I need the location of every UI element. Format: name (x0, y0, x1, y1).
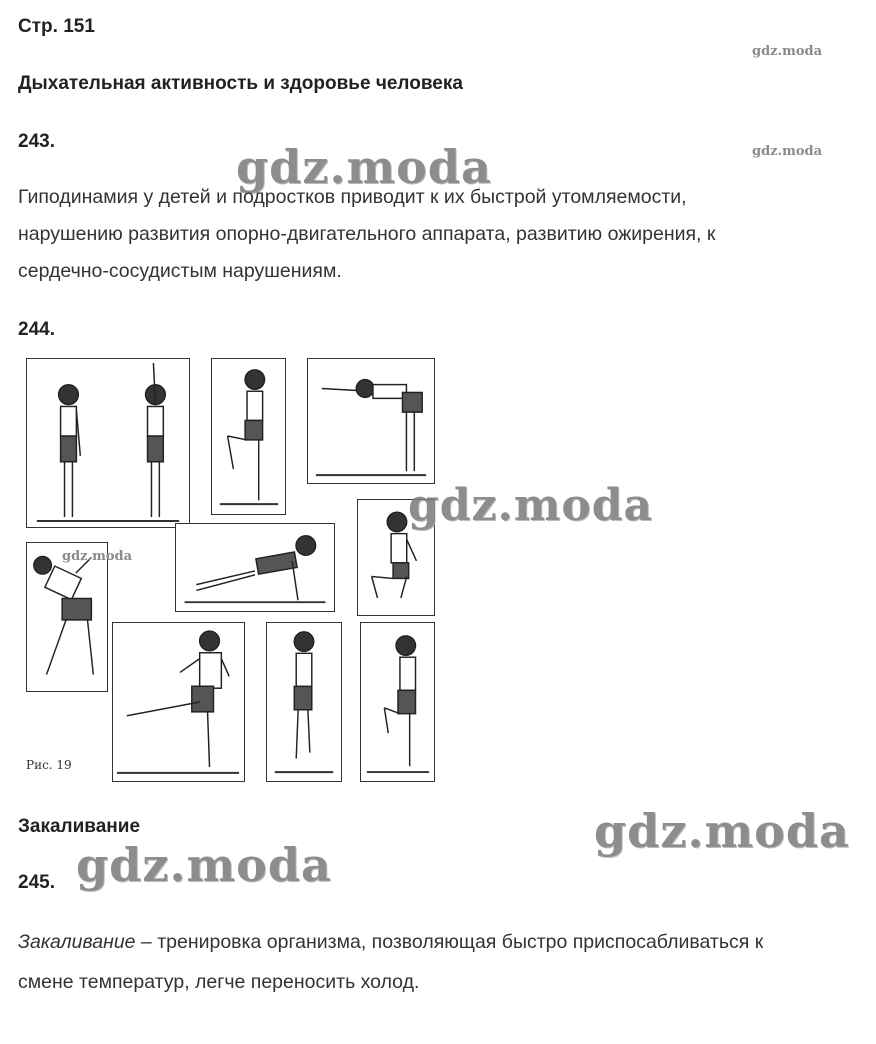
page-reference: Стр. 151 (18, 16, 95, 37)
exercise-panel (175, 523, 335, 612)
watermark-small: gdz.moda (752, 144, 823, 159)
section-title: Закаливание (18, 816, 141, 837)
watermark-large: gdz.moda (76, 838, 332, 892)
watermark-large: gdz.moda (408, 480, 654, 531)
watermark-small: gdz.moda (752, 44, 823, 59)
task-245-answer (18, 922, 868, 1002)
watermark-small: gdz.moda (62, 549, 133, 564)
watermark-large: gdz.moda (594, 804, 850, 858)
exercise-panel (266, 622, 342, 782)
figure-caption: Рис. 19 (26, 758, 72, 772)
jumping-illustration (267, 623, 341, 781)
exercise-figure (22, 354, 442, 784)
leg-swing-illustration (113, 623, 244, 781)
exercise-panel (307, 358, 435, 484)
watermark-large: gdz.moda (236, 140, 492, 194)
exercise-panel (360, 622, 435, 782)
task-number-244: 244. (18, 319, 55, 340)
knee-raise-illustration (212, 359, 285, 514)
task-243-answer (18, 179, 868, 290)
exercise-panel (211, 358, 286, 515)
forward-bend-illustration (308, 359, 434, 483)
text-line: смене температур, легче переносить холод. (18, 971, 420, 993)
exercise-panel (26, 542, 108, 692)
definition-text: – тренировка организма, позволяющая быстро приспосабливаться к (135, 931, 764, 953)
topic-title: Дыхательная активность и здоровье человека (18, 73, 463, 94)
task-number-243: 243. (18, 131, 55, 152)
standing-arm-raise-illustration (27, 359, 189, 527)
term-tempering: Закаливание (18, 931, 136, 953)
text-line (18, 922, 868, 962)
push-up-illustration (176, 524, 334, 611)
exercise-panel (26, 358, 190, 528)
text-line: сердечно-сосудистым нарушениям. (18, 260, 342, 282)
marching-illustration (361, 623, 434, 781)
text-line: нарушению развития опорно-двигательного аппарата, развитию ожирения, к (18, 223, 716, 245)
task-number-245: 245. (18, 872, 55, 893)
exercise-panel (112, 622, 245, 782)
text-line: Гиподинамия у детей и подростков приводит к их быстрой утомляемости, (18, 186, 687, 208)
side-bend-illustration (27, 543, 107, 691)
